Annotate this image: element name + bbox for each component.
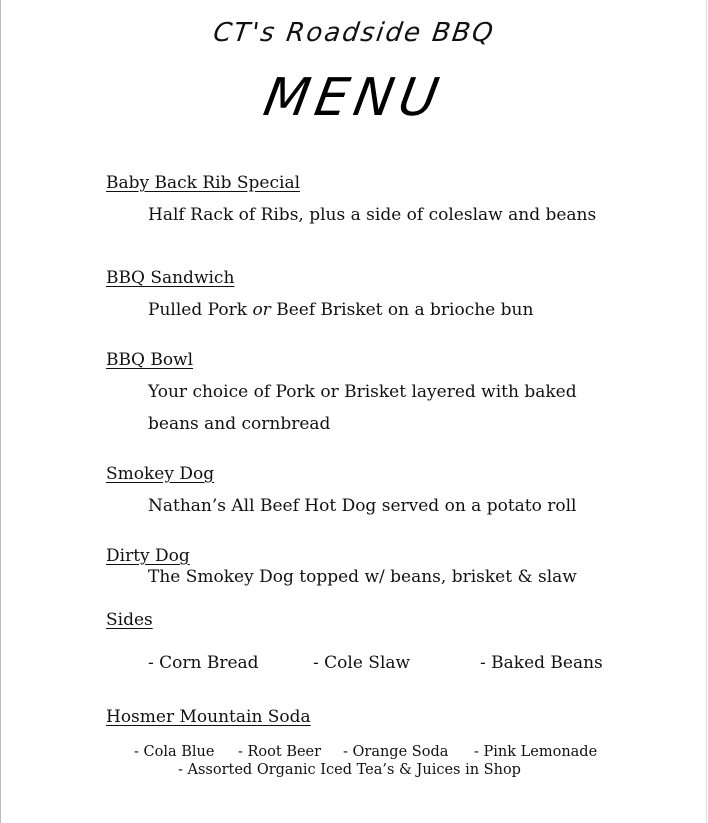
menu-item-description: Half Rack of Ribs, plus a side of coleslaw and beans — [148, 205, 597, 225]
description-part: Beef Brisket on a brioche bun — [270, 300, 534, 320]
menu-item-name: Baby Back Rib Special — [106, 173, 301, 193]
menu-item-name: Dirty Dog — [106, 546, 190, 566]
sides-heading: Sides — [106, 610, 153, 630]
soda-flavor: - Orange Soda — [343, 744, 449, 760]
menu-item-description — [148, 300, 533, 320]
menu-item-description: The Smokey Dog topped w/ beans, brisket & slaw — [148, 567, 577, 587]
menu-title: MENU — [259, 68, 449, 128]
soda-flavor: - Pink Lemonade — [474, 744, 598, 760]
soda-note: - Assorted Organic Iced Tea’s & Juices in Shop — [178, 762, 521, 778]
side-option: - Cole Slaw — [313, 653, 411, 673]
description-emphasis: or — [252, 300, 271, 320]
soda-heading: Hosmer Mountain Soda — [106, 707, 311, 727]
menu-item-name: BBQ Bowl — [106, 350, 194, 370]
menu-item-name: Smokey Dog — [106, 464, 215, 484]
menu-item-description: Your choice of Pork or Brisket layered with baked — [148, 382, 577, 402]
description-part: Pulled Pork — [148, 300, 253, 320]
side-option: - Corn Bread — [148, 653, 259, 673]
restaurant-name: CT's Roadside BBQ — [211, 18, 497, 48]
soda-flavor: - Cola Blue — [134, 744, 215, 760]
menu-item-description: beans and cornbread — [148, 414, 331, 434]
soda-flavor: - Root Beer — [238, 744, 322, 760]
side-option: - Baked Beans — [480, 653, 603, 673]
menu-item-name: BBQ Sandwich — [106, 268, 235, 288]
menu-item-description: Nathan’s All Beef Hot Dog served on a potato roll — [148, 496, 577, 516]
